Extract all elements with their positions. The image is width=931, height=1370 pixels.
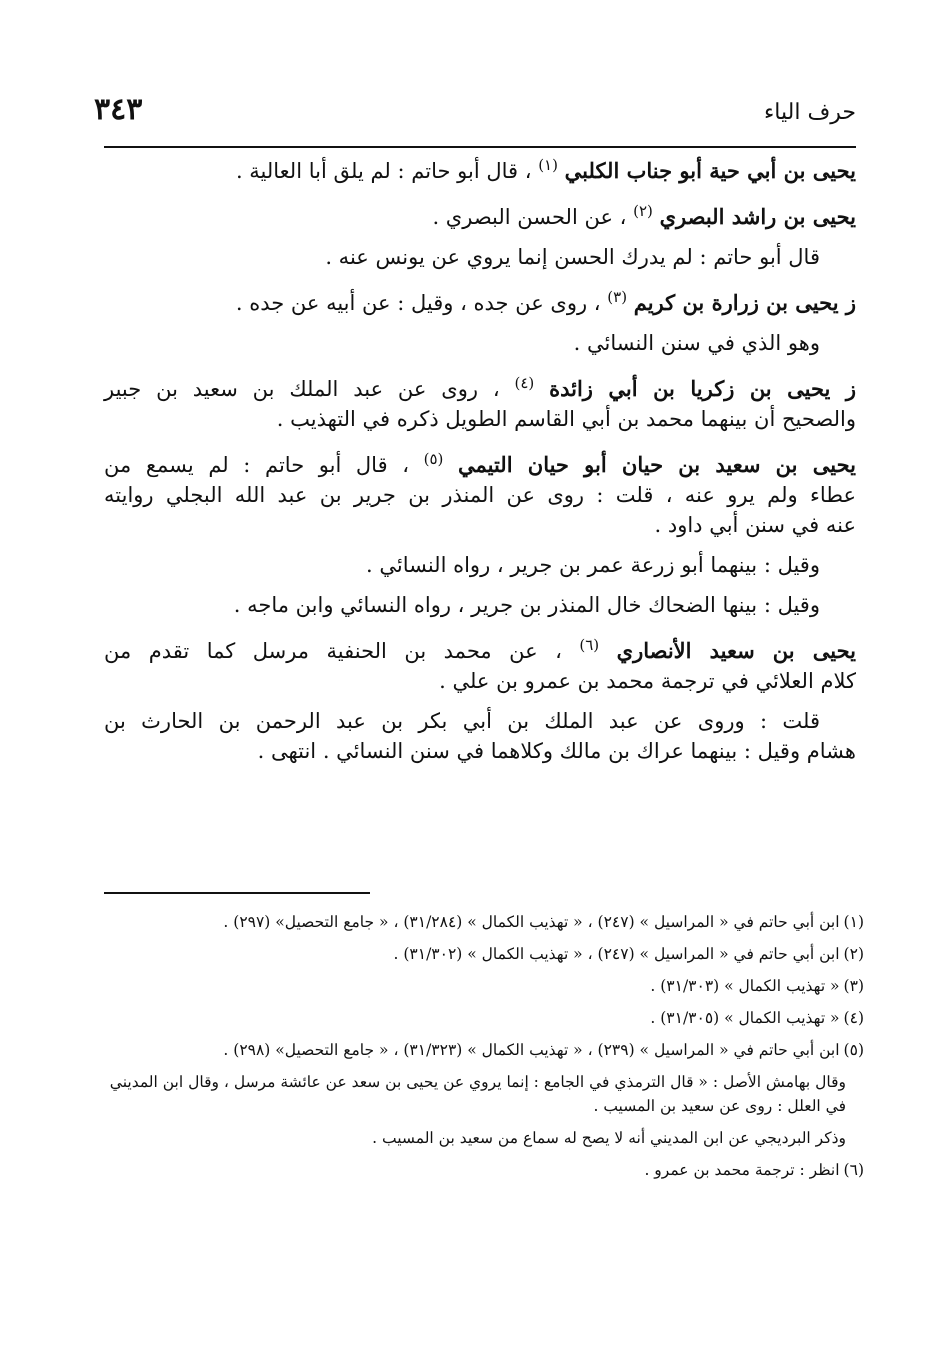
entry-name: يحيى بن راشد البصري [659,204,856,229]
footnote-ref: (٣) [607,288,628,306]
entry-text: وقيل : بينها الضحاك خال المنذر بن جرير ، رواه النسائي وابن ماجه . [233,593,820,617]
footnote-ref: (٤) [514,374,535,392]
footnote [96,1158,864,1182]
footnote-ref: (٥) [423,450,444,468]
footnote-text: ابن أبي حاتم في « المراسيل » (٢٣٩) ، « تهذيب الكمال » (٣١/٣٢٣) ، « جامع التحصيل» (٢٩٨) . [223,1041,840,1059]
footnote-continuation [96,1126,864,1150]
entry-text: ، عن الحسن البصري . [432,205,627,229]
footnote-text: « تهذيب الكمال » (٣١/٣٠٥) . [650,1009,840,1027]
footnote-continuation [96,1070,864,1118]
entry-text: وهو الذي في سنن النسائي . [573,331,820,355]
entry-text: هشام وقيل : بينهما عراك بن مالك وكلاهما في سنن النسائي . انتهى . [257,739,856,763]
entry-line [104,550,856,580]
entry-text: ، قال أبو حاتم : لم يلق أبا العالية . [235,159,532,183]
entry-name: ز يحيى بن زكريا بن أبي زائدة [549,376,856,401]
footnote-ref: (١) [538,156,558,174]
entry-line [104,328,856,358]
entry-text: ، قال أبو حاتم : لم يسمع من [104,453,409,477]
footnote-number: (٥) [843,1041,864,1059]
entry-text: قلت : وروى عن عبد الملك بن أبي بكر بن عبد الرحمن بن الحارث بن [104,709,820,733]
footnote-text: انظر : ترجمة محمد بن عمرو . [644,1161,840,1179]
entry-text: والصحيح أن بينهما محمد بن أبي القاسم الطويل ذكره في التهذيب . [276,407,856,431]
entry-line [104,706,856,736]
entry-text: ، عن محمد بن الحنفية مرسل كما تقدم من [104,639,562,663]
entry-line [104,590,856,620]
footnote [96,942,864,966]
entry-text: ، روى عن عبد الملك بن سعيد بن جبير [104,377,500,401]
entry-text: عنه في سنن أبي داود . [654,513,856,537]
footnote-rule [104,892,370,894]
entry-name: يحيى بن أبي حية أبو جناب الكلبي [564,158,856,183]
header-rule [104,146,856,148]
footnote [96,1006,864,1030]
entry-line [104,444,856,480]
footnotes [96,910,864,1190]
footnote-text: ابن أبي حاتم في « المراسيل » (٢٤٧) ، « تهذيب الكمال » (٣١/٣٠٢) . [393,945,840,963]
footnote-text: وقال بهامش الأصل : « قال الترمذي في الجامع : إنما يروي عن يحيى بن سعد عن عائشة مرسل ، وقال ابن المديني في العلل : روى عن سعيد بن المسيب . [109,1073,846,1115]
footnote [96,1038,864,1062]
page-header [94,80,856,128]
entry-line [104,242,856,272]
entry-text: قال أبو حاتم : لم يدرك الحسن إنما يروي عن يونس عنه . [325,245,820,269]
entry-name: ز يحيى بن زرارة بن كريم [633,290,856,315]
entry-name: يحيى بن سعيد بن حيان أبو حيان التيمي [457,452,856,477]
entry-line [104,666,856,696]
footnote [96,974,864,998]
entry-line [104,510,856,540]
footnote-ref: (٢) [633,202,653,220]
entry-text: وقيل : بينهما أبو زرعة عمر بن جرير ، رواه النسائي . [366,553,820,577]
entry-text: عطاء ولم يرو عنه ، قلت : روى عن المنذر بن جرير بن عبد الله البجلي روايته [104,483,856,507]
book-page [94,80,864,1179]
footnote-number: (٦) [843,1161,864,1179]
footnote-number: (٣) [843,977,864,995]
entry-line [104,368,856,404]
page-number: ٣٤٣ [94,92,143,127]
footnote [96,910,864,934]
entry-line [104,736,856,766]
entry-line [104,282,856,318]
footnote-text: « تهذيب الكمال » (٣١/٣٠٣) . [650,977,840,995]
footnote-ref: (٦) [579,636,600,654]
footnote-number: (٤) [843,1009,864,1027]
entry-text: ، روى عن جده ، وقيل : عن أبيه عن جده . [235,291,601,315]
entry-line [104,404,856,434]
main-text [104,150,856,766]
entry-line [104,480,856,510]
footnote-number: (١) [843,913,864,931]
footnote-text: ابن أبي حاتم في « المراسيل » (٢٤٧) ، « تهذيب الكمال » (٣١/٢٨٤) ، « جامع التحصيل» (٢٩٧) . [223,913,840,931]
entry-line [104,196,856,232]
running-title: حرف الياء [763,100,856,125]
footnote-number: (٢) [843,945,864,963]
entry-text: كلام العلائي في ترجمة محمد بن عمرو بن علي . [439,669,856,693]
footnote-text: وذكر البرديجي عن ابن المديني أنه لا يصح له سماع من سعيد بن المسيب . [372,1129,846,1147]
entry-name: يحيى بن سعيد الأنصاري [616,638,856,663]
entry-line [104,630,856,666]
entry-line [104,150,856,186]
